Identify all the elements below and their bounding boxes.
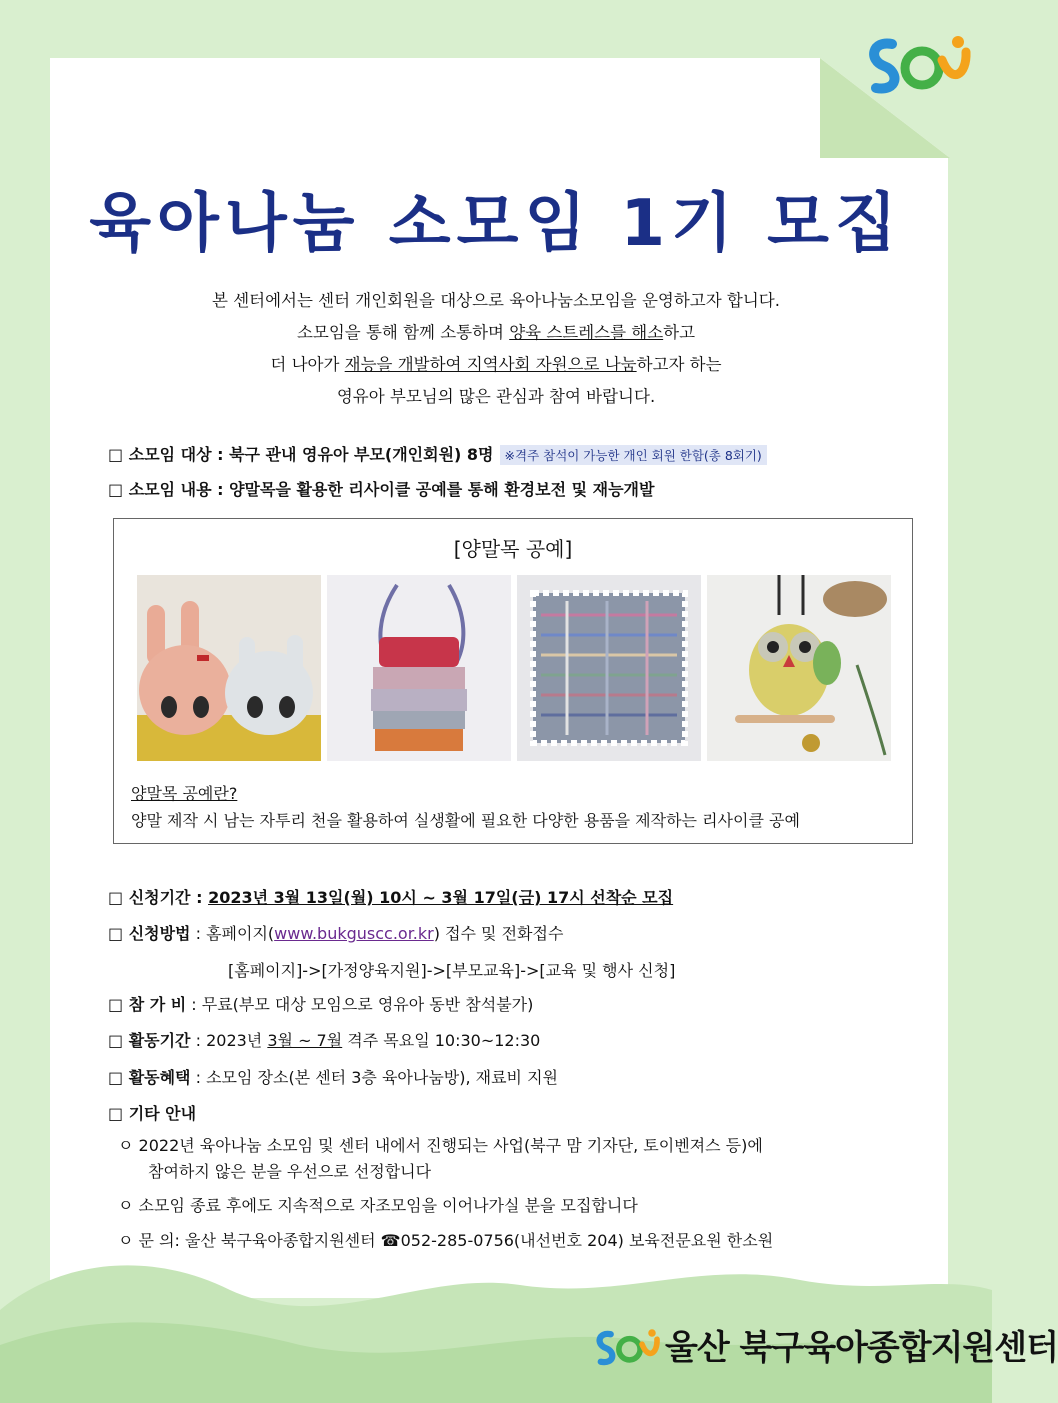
other-info-row	[108, 1101, 196, 1124]
apply-path: [홈페이지]->[가정양육지원]->[부모교육]->[교육 및 행사 신청]	[228, 961, 676, 980]
activity-period-text: : 2023년	[190, 1031, 268, 1050]
intro-text: 더 나아가	[270, 355, 345, 374]
content-label: □ 소모임 내용 : 양말목을 활용한 리사이클 공예를 통해 환경보전 및 재능개발	[108, 480, 655, 499]
craft-question: 양말목 공예란?	[131, 784, 238, 803]
craft-photo-owl-ornament	[707, 575, 891, 761]
activity-period-text: 격주 목요일 10:30~12:30	[342, 1031, 541, 1050]
footer-org-name: 울산 북구육아종합지원센터	[665, 1328, 1058, 1368]
intro-line-1: 본 센터에서는 센터 개인회원을 대상으로 육아나눔소모임을 운영하고자 합니다.	[212, 291, 780, 310]
content-row	[108, 477, 654, 500]
other-info-item: ㅇ 소모임 종료 후에도 지속적으로 자조모임을 이어나가실 분을 모집합니다	[118, 1196, 638, 1215]
other-info-item: 참여하지 않은 분을 우선으로 선정합니다	[148, 1162, 432, 1181]
center-logo-icon	[862, 30, 974, 102]
fee-row	[108, 992, 533, 1015]
intro-text: 하고자 하는	[636, 355, 722, 374]
benefit-label: □ 활동혜택	[108, 1068, 191, 1087]
craft-answer: 양말 제작 시 남는 자투리 천을 활용하여 실생활에 필요한 다양한 용품을 제작하는 리사이클 공예	[131, 811, 800, 830]
activity-period-months: 3월 ~ 7월	[267, 1031, 343, 1050]
apply-period-row: □ 신청기간 : 2023년 3월 13일(월) 10시 ~ 3월 17일(금) 17시 선착순 모집	[108, 888, 674, 907]
craft-photo-woven-mat	[517, 575, 701, 761]
intro-highlight: 양육 스트레스를 해소	[509, 323, 664, 342]
intro-highlight: 재능을 개발하여 지역사회 자원으로 나눔	[344, 355, 637, 374]
homepage-link[interactable]: www.bukguscc.or.kr	[274, 924, 434, 943]
apply-method-row	[108, 921, 563, 944]
craft-box-title: [양말목 공예]	[453, 537, 573, 561]
target-row	[108, 442, 767, 465]
craft-photo-jar-cover	[327, 575, 511, 761]
other-info-item: ㅇ 2022년 육아나눔 소모임 및 센터 내에서 진행되는 사업(북구 맘 기자단, 토이벤져스 등)에	[118, 1136, 763, 1155]
craft-photo-bunny-baskets	[137, 575, 321, 761]
activity-period-row	[108, 1028, 540, 1051]
intro-text: 하고	[663, 323, 696, 342]
benefit-value: : 소모임 장소(본 센터 3층 육아나눔방), 재료비 지원	[190, 1068, 559, 1087]
center-logo-icon	[592, 1318, 662, 1378]
apply-period-label: □ 신청기간	[108, 888, 191, 907]
apply-method-label: □ 신청방법	[108, 924, 191, 943]
target-note: ※격주 참석이 가능한 개인 회원 한함(총 8회기)	[500, 445, 767, 465]
fee-value: : 무료(부모 대상 모임으로 영유아 동반 참석불가)	[186, 995, 534, 1014]
apply-period-value: 2023년 3월 13일(월) 10시 ~ 3월 17일(금) 17시 선착순 모집	[208, 888, 674, 907]
benefit-row	[108, 1065, 558, 1088]
apply-method-prefix: : 홈페이지(	[190, 924, 275, 943]
other-info-label: □ 기타 안내	[108, 1104, 197, 1123]
fee-label: □ 참 가 비	[108, 995, 187, 1014]
target-label: □ 소모임 대상 : 북구 관내 영유아 부모(개인회원) 8명	[108, 445, 494, 464]
intro-line-2	[150, 317, 842, 349]
apply-method-suffix: ) 접수 및 전화접수	[433, 924, 564, 943]
intro-line-4: 영유아 부모님의 많은 관심과 참여 바랍니다.	[336, 387, 656, 406]
intro-text: 소모임을 통해 함께 소통하며	[296, 323, 510, 342]
activity-period-label: □ 활동기간	[108, 1031, 191, 1050]
page-title: 육아나눔 소모임 1기 모집	[89, 187, 903, 261]
contact-info: ㅇ 문 의: 울산 북구육아종합지원센터 ☎052-285-0756(내선번호 204) 보육전문요원 한소원	[118, 1231, 774, 1250]
craft-info-box	[113, 518, 913, 844]
intro-paragraph	[150, 285, 842, 413]
intro-line-3	[150, 349, 842, 381]
